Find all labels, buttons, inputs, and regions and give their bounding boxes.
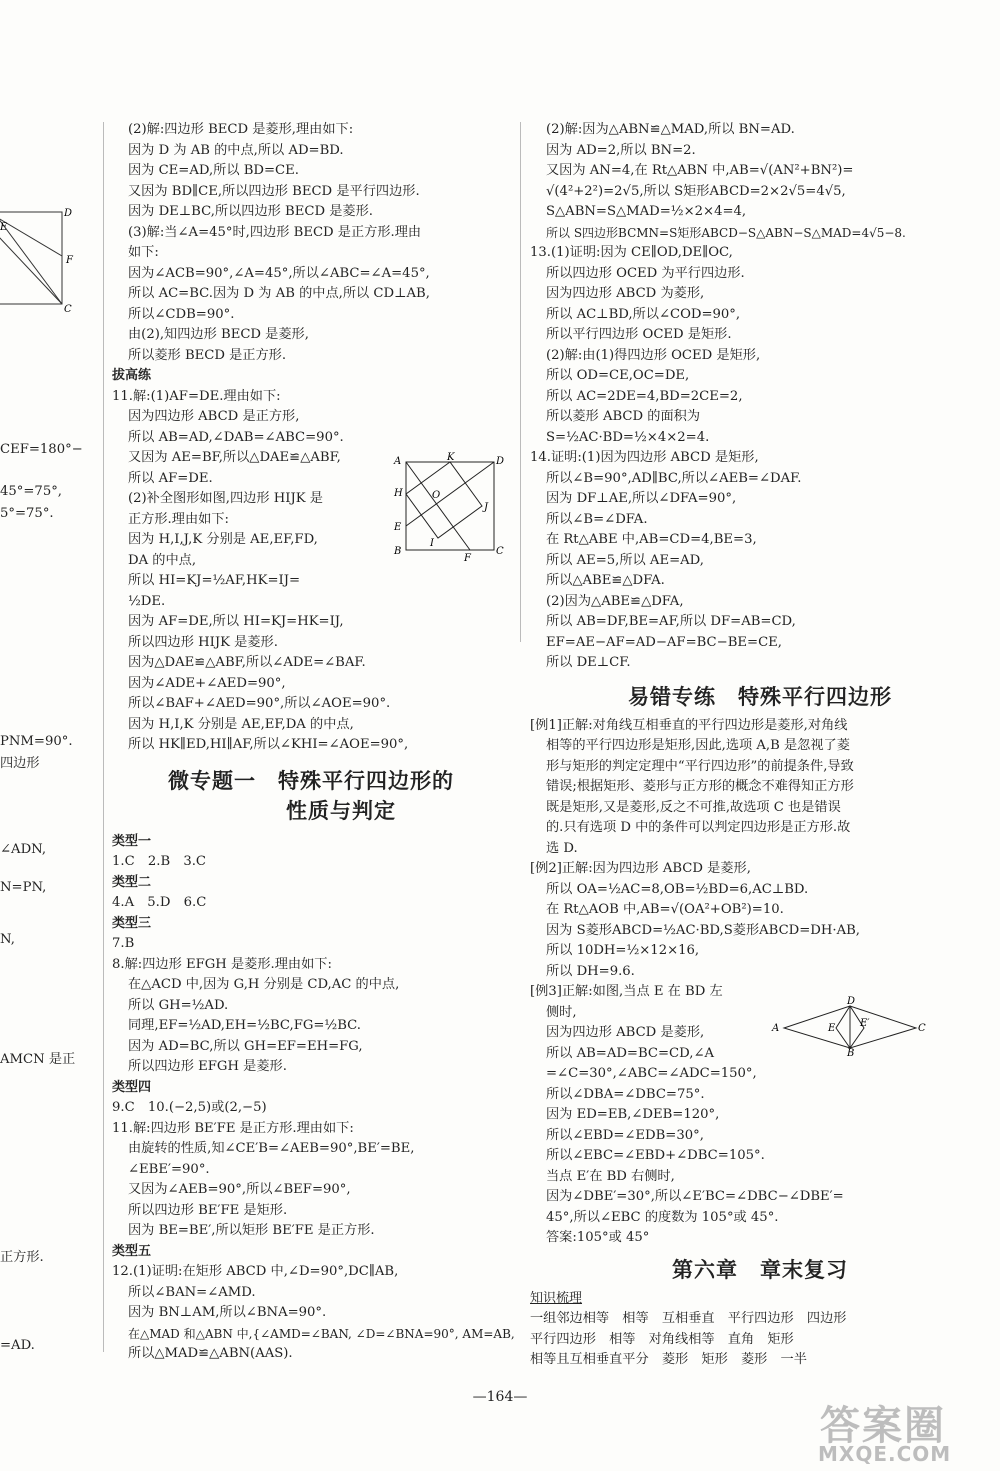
knowledge-heading: 知识梳理 — [530, 1290, 583, 1306]
text-line: 在△MAD 和△ABN 中,{∠AMD=∠BAN, ∠D=∠BNA=90°, AM=AB, — [128, 1326, 515, 1341]
text-line: 在△ACD 中,因为 G,H 分别是 CD,AC 的中点, — [128, 977, 400, 992]
text-line: 12.(1)证明:在矩形 ABCD 中,∠D=90°,DC∥AB, — [112, 1264, 399, 1279]
text-line: 因为 BN⊥AM,所以∠BNA=90°. — [128, 1305, 327, 1320]
text-line: 在 Rt△ABE 中,AB=CD=4,BE=3, — [546, 532, 757, 547]
knowledge-line: 一组邻边相等 相等 互相垂直 平行四边形 四边形 — [530, 1311, 847, 1326]
watermark-logo: 答案圈 — [820, 1403, 946, 1449]
text-line: 所以 GH=½AD. — [128, 997, 229, 1013]
text-line: 在 Rt△AOB 中,AB=√(OA²+OB²)=10. — [546, 902, 784, 917]
text-line: 又因为∠AEB=90°,所以∠BEF=90°, — [128, 1182, 351, 1197]
text-line: 所以 DH=9.6. — [546, 963, 635, 979]
column-divider — [520, 122, 521, 642]
text-line: 所以四边形 HIJK 是菱形. — [128, 634, 278, 650]
text-line: 的.只有选项 D 中的条件可以判定四边形是正方形.故 — [546, 820, 851, 835]
left-text-9: AMCN 是正 — [0, 1052, 76, 1067]
text-line: 选 D. — [546, 840, 578, 856]
text-line: 所以 AE=5,所以 AE=AD, — [546, 552, 704, 568]
text-line: 因为四边形 ABCD 为菱形, — [546, 286, 705, 301]
knowledge-line: 平行四边形 相等 对角线相等 直角 矩形 — [530, 1331, 794, 1347]
label-a: A — [394, 456, 402, 467]
text-line: 所以 AB=DF,BE=AF,所以 DF=AB=CD, — [546, 614, 796, 629]
text-line: 所以四边形 EFGH 是菱形. — [128, 1059, 287, 1074]
text-line: 所以∠B=90°,AD∥BC,所以∠AEB=∠DAF. — [546, 470, 802, 486]
watermark-url: MXQE.COM — [818, 1442, 952, 1466]
label-e-prime: E′ — [860, 1018, 870, 1029]
text-line: S△ABN=S△MAD=½×2×4=4, — [546, 204, 747, 219]
text-line: 因为 S菱形ABCD=½AC·BD,S菱形ABCD=DH·AB, — [546, 922, 860, 938]
text-line: EF=AE−AF=AD−AF=BC−BE=CE, — [546, 634, 782, 650]
type-heading: 类型四 — [112, 1079, 152, 1095]
left-text-1: CEF=180°− — [0, 442, 83, 457]
square-figure — [390, 452, 510, 562]
text-line: [例2]正解:因为四边形 ABCD 是菱形, — [530, 861, 751, 876]
text-line: 11.解:(1)AF=DE.理由如下: — [112, 388, 281, 404]
section-title: 性质与判定 — [286, 798, 396, 823]
text-line: 所以 AC⊥BD,所以∠COD=90°, — [546, 306, 741, 322]
text-line: 如下: — [128, 245, 159, 260]
left-text-11: =AD. — [0, 1338, 35, 1353]
text-line: 所以菱形 ABCD 的面积为 — [546, 409, 701, 424]
left-text-5: 四边形 — [0, 756, 40, 771]
text-line: 相等的平行四边形是矩形,因此,选项 A,B 是忽视了菱 — [546, 738, 850, 753]
type-heading: 类型一 — [112, 833, 152, 849]
text-line: 因为∠ADE+∠AED=90°, — [128, 675, 286, 691]
text-line: 同理,EF=½AD,EH=½BC,FG=½BC. — [128, 1018, 361, 1033]
text-line: =∠C=30°,∠ABC=∠ADC=150°, — [546, 1066, 757, 1081]
label-j: J — [484, 502, 489, 513]
text-line: 13.(1)证明:因为 CE∥OD,DE∥OC, — [530, 245, 733, 260]
left-text-3: 5°=75°. — [0, 506, 54, 521]
page-number: —164— — [472, 1389, 528, 1405]
text-line: 所以∠BAN=∠AMD. — [128, 1284, 256, 1300]
text-line: 既是矩形,又是菱形,反之不可推,故选项 C 也是错误 — [546, 799, 841, 815]
text-line: 所以菱形 BECD 是正方形. — [128, 347, 287, 363]
text-line: 所以四边形 OCED 为平行四边形. — [546, 265, 745, 281]
knowledge-line: 相等且互相垂直平分 菱形 矩形 菱形 一半 — [530, 1352, 807, 1367]
label-b: B — [847, 1048, 855, 1056]
text-line: 因为 CE=AD,所以 BD=CE. — [128, 163, 299, 178]
text-line: (3)解:当∠A=45°时,四边形 BECD 是正方形.理由 — [128, 224, 422, 240]
text-line: 因为 BE=BE′,所以矩形 BE′FE 是正方形. — [128, 1223, 375, 1238]
label-d: D — [64, 208, 73, 219]
text-line: 因为 AF=DE,所以 HI=KJ=HK=IJ, — [128, 614, 344, 629]
text-line: 所以 S四边形BCMN=S矩形ABCD−S△ABN−S△MAD=4√5−8. — [546, 225, 906, 240]
text-line: 所以 10DH=½×12×16, — [546, 943, 700, 958]
text-line: √(4²+2²)=2√5,所以 S矩形ABCD=2×2√5=4√5, — [546, 183, 846, 199]
text-line: 因为 D 为 AB 的中点,所以 AD=BD. — [128, 142, 344, 158]
section-title: 微专题一 特殊平行四边形的 — [168, 768, 454, 793]
text-line: 1.C 2.B 3.C — [112, 854, 206, 869]
section-title: 易错专练 特殊平行四边形 — [628, 684, 892, 709]
label-e: E — [394, 522, 402, 533]
text-line: 所以 AB=AD=BC=CD,∠A — [546, 1045, 715, 1061]
text-line: (2)补全图形如图,四边形 HIJK 是 — [128, 491, 323, 506]
label-d: D — [496, 456, 505, 467]
text-line: 45°,所以∠EBC 的度数为 105°或 45°. — [546, 1209, 779, 1225]
text-line: 当点 E′在 BD 右侧时, — [546, 1168, 675, 1184]
middle-column — [112, 120, 515, 1365]
text-line: (2)解:因为△ABN≌△MAD,所以 BN=AD. — [546, 122, 795, 137]
text-line: 因为 H,I,J,K 分别是 AE,EF,FD, — [128, 532, 318, 547]
text-line: 又因为 AE=BF,所以△DAE≌△ABF, — [128, 450, 341, 465]
text-line: 所以∠BAF+∠AED=90°,所以∠AOE=90°. — [128, 696, 391, 711]
text-line: 所以 AF=DE. — [128, 470, 213, 486]
text-line: 14.证明:(1)因为四边形 ABCD 是矩形, — [530, 450, 759, 465]
label-c: C — [64, 304, 72, 315]
type-heading: 类型三 — [112, 915, 152, 931]
type-heading: 类型五 — [112, 1243, 152, 1259]
text-line: 所以 AB=AD,∠DAB=∠ABC=90°. — [128, 429, 344, 445]
text-line: (2)解:由(1)得四边形 OCED 是矩形, — [546, 347, 761, 363]
left-text-7: N=PN, — [0, 880, 47, 895]
label-k: K — [447, 452, 455, 463]
label-f: F — [464, 553, 471, 562]
label-c: C — [496, 546, 504, 557]
section-heading: 拔高练 — [112, 368, 152, 383]
label-a: A — [772, 1023, 780, 1034]
right-column — [530, 120, 990, 1371]
text-line: 正方形.理由如下: — [128, 511, 229, 527]
text-line: 所以平行四边形 OCED 是矩形. — [546, 327, 732, 342]
text-line: 由旋转的性质,知∠CE′B=∠AEB=90°,BE′=BE, — [128, 1141, 415, 1156]
text-line: 所以 DE⊥CF. — [546, 655, 631, 670]
text-line: ∠EBE′=90°. — [128, 1161, 210, 1177]
label-d: D — [847, 996, 856, 1007]
text-line: (2)解:四边形 BECD 是菱形,理由如下: — [128, 122, 354, 137]
text-line: 因为 AD=2,所以 BN=2. — [546, 142, 696, 158]
text-line: 9.C 10.(−2,5)或(2,−5) — [112, 1100, 267, 1115]
text-line: ½DE. — [128, 593, 166, 609]
text-line: [例3]正解:如图,当点 E 在 BD 左 — [530, 984, 723, 999]
text-line: 所以 AC=BC.因为 D 为 AB 的中点,所以 CD⊥AB, — [128, 286, 430, 301]
text-line: 因为 DF⊥AE,所以∠DFA=90°, — [546, 491, 737, 506]
left-figure — [0, 208, 100, 318]
text-line: 侧时, — [546, 1004, 577, 1020]
text-line: 因为∠ACB=90°,∠A=45°,所以∠ABC=∠A=45°, — [128, 265, 430, 281]
label-c: C — [918, 1023, 926, 1034]
text-line: 所以∠DBA=∠DBC=75°. — [546, 1086, 705, 1102]
left-text-2: 45°=75°, — [0, 484, 62, 499]
label-f: F — [66, 255, 73, 266]
type-heading: 类型二 — [112, 874, 152, 890]
text-line: 7.B — [112, 936, 135, 951]
left-text-8: N, — [0, 932, 15, 947]
text-line: 所以 HI=KJ=½AF,HK=IJ= — [128, 573, 301, 588]
text-line: 由(2),知四边形 BECD 是菱形, — [128, 327, 309, 342]
text-line: 所以 HK∥ED,HI∥AF,所以∠KHI=∠AOE=90°, — [128, 737, 409, 752]
text-line: 所以∠CDB=90°. — [128, 306, 235, 322]
text-line: 所以 OD=CE,OC=DE, — [546, 368, 690, 383]
text-line: 11.解:四边形 BE′FE 是正方形.理由如下: — [112, 1120, 354, 1136]
text-line: 所以∠B=∠DFA. — [546, 511, 648, 527]
text-line: 因为 DE⊥BC,所以四边形 BECD 是菱形. — [128, 204, 373, 219]
text-line: 4.A 5.D 6.C — [112, 895, 207, 910]
text-line: 因为 ED=EB,∠DEB=120°, — [546, 1107, 720, 1122]
text-line: 所以∠EBD=∠EDB=30°, — [546, 1127, 704, 1143]
label-h: H — [394, 488, 403, 499]
label-i: I — [430, 538, 434, 549]
text-line: 8.解:四边形 EFGH 是菱形.理由如下: — [112, 956, 332, 972]
text-line: 所以△MAD≌△ABN(AAS). — [128, 1346, 293, 1361]
rhombus-figure — [770, 996, 930, 1056]
text-line: 因为∠DBE′=30°,所以∠E′BC=∠DBC−∠DBE′= — [546, 1189, 844, 1204]
chapter-title: 第六章 章末复习 — [672, 1257, 848, 1282]
text-line: 所以 OA=½AC=8,OB=½BD=6,AC⊥BD. — [546, 881, 809, 897]
left-text-6: ∠ADN, — [0, 842, 47, 857]
text-line: S=½AC·BD=½×4×2=4. — [546, 429, 710, 445]
left-text-4: PNM=90°. — [0, 734, 73, 749]
text-line: 因为△DAE≌△ABF,所以∠ADE=∠BAF. — [128, 655, 366, 670]
label-o: O — [432, 490, 441, 501]
left-text-10: 正方形. — [0, 1250, 44, 1265]
text-line: DA 的中点, — [128, 552, 197, 568]
text-line: (2)因为△ABE≌△DFA, — [546, 593, 684, 609]
text-line: 所以△ABE≌△DFA. — [546, 573, 665, 588]
text-line: 形与矩形的判定定理中“平行四边形”的前提条件,导致 — [546, 758, 854, 774]
text-line: [例1]正解:对角线互相垂直的平行四边形是菱形,对角线 — [530, 717, 848, 733]
text-line: 因为四边形 ABCD 是正方形, — [128, 409, 300, 424]
text-line: 因为 AD=BC,所以 GH=EF=EH=FG, — [128, 1038, 363, 1054]
text-line: 错误;根据矩形、菱形与正方形的概念不难得知正方形 — [546, 779, 854, 794]
text-line: 因为四边形 ABCD 是菱形, — [546, 1025, 705, 1040]
text-line: 因为 H,I,K 分别是 AE,EF,DA 的中点, — [128, 716, 354, 732]
text-line: 答案:105°或 45° — [546, 1230, 650, 1245]
label-e: E — [0, 222, 8, 233]
label-e: E — [828, 1023, 836, 1034]
text-line: 又因为 BD∥CE,所以四边形 BECD 是平行四边形. — [128, 183, 420, 199]
text-line: 又因为 AN=4,在 Rt△ABN 中,AB=√(AN²+BN²)= — [546, 163, 854, 178]
label-b: B — [394, 546, 402, 557]
text-line: 所以 AC=2DE=4,BD=2CE=2, — [546, 388, 743, 404]
text-line: 所以四边形 BE′FE 是矩形. — [128, 1202, 288, 1218]
column-divider — [103, 122, 104, 1352]
text-line: 所以∠EBC=∠EBD+∠DBC=105°. — [546, 1148, 765, 1163]
